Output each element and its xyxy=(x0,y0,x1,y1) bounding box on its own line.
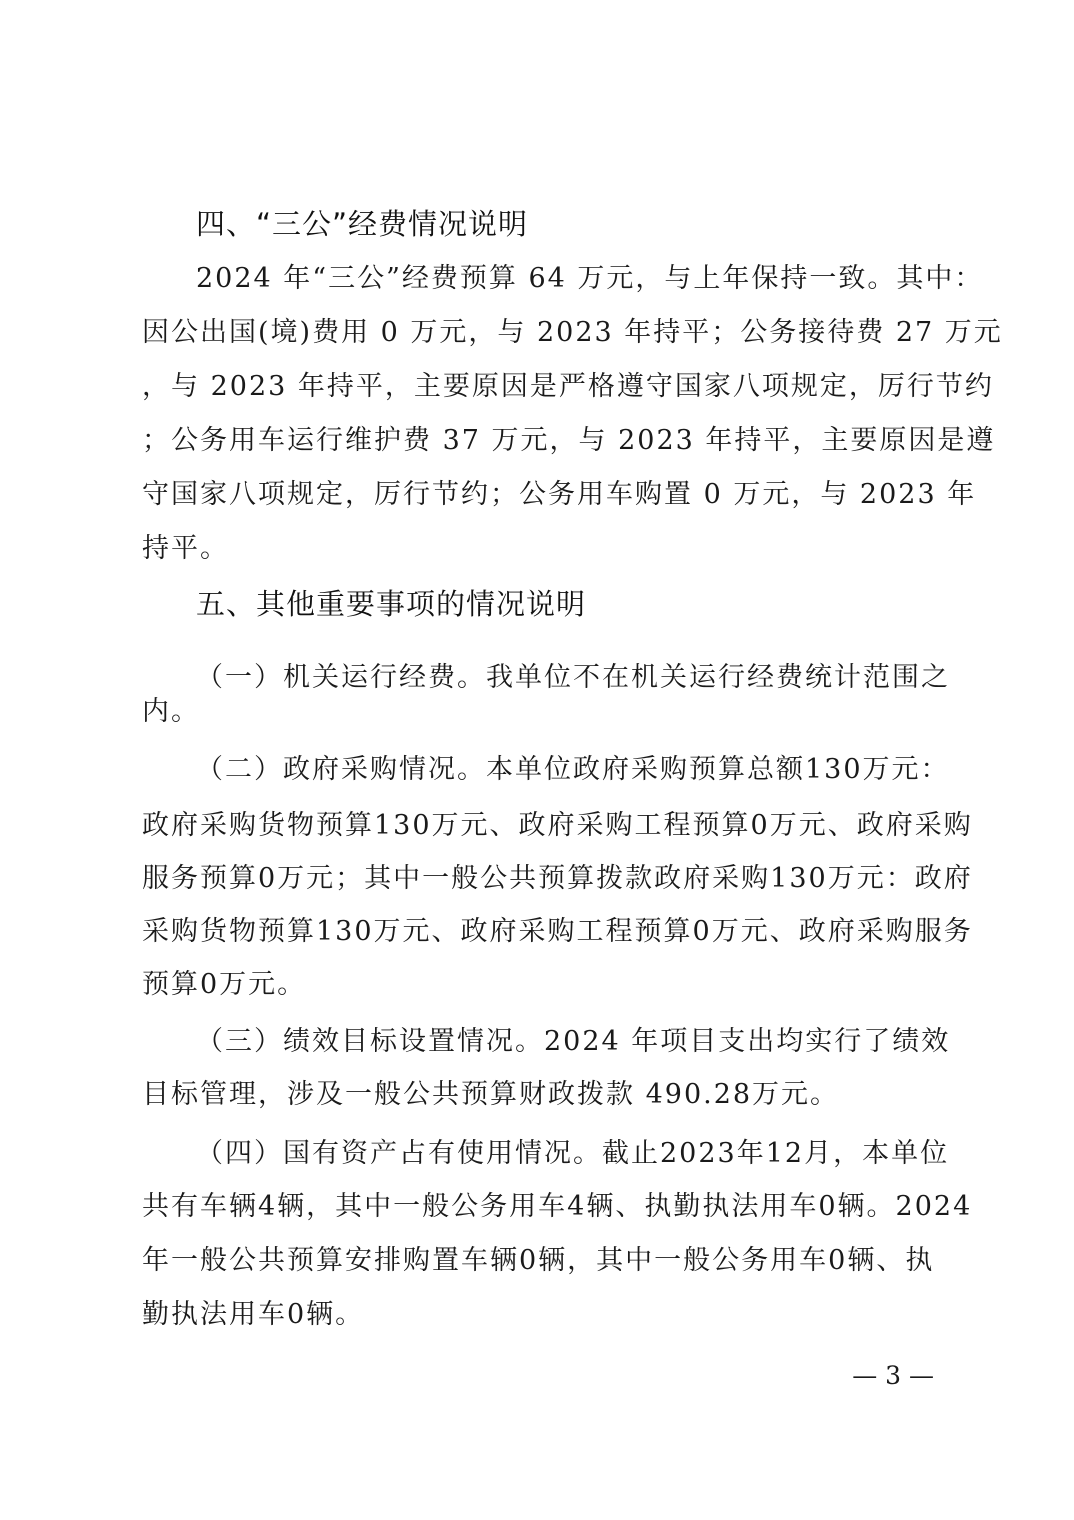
section-4-line-1: 2024 年“三公”经费预算 64 万元，与上年保持一致。其中： xyxy=(196,263,984,294)
item-4-line-3: 年一般公共预算安排购置车辆0辆，其中一般公务用车0辆、执 xyxy=(142,1245,935,1276)
item-2-line-5: 预算0万元。 xyxy=(142,969,307,1000)
section-5-heading: 五、其他重要事项的情况说明 xyxy=(196,587,587,621)
item-1-line-2: 内。 xyxy=(142,696,200,727)
item-2-line-1: （二）政府采购情况。本单位政府采购预算总额130万元： xyxy=(196,754,950,785)
item-4-line-1: （四）国有资产占有使用情况。截止2023年12月，本单位 xyxy=(196,1138,950,1169)
section-4-line-5: 守国家八项规定，厉行节约；公务用车购置 0 万元，与 2023 年 xyxy=(142,479,977,510)
section-4-line-2: 因公出国(境)费用 0 万元，与 2023 年持平；公务接待费 27 万元 xyxy=(142,317,1003,348)
item-3-line-1: （三）绩效目标设置情况。2024 年项目支出均实行了绩效 xyxy=(196,1026,951,1057)
item-3-line-2: 目标管理，涉及一般公共预算财政拨款 490.28万元。 xyxy=(142,1079,840,1110)
section-4-line-6: 持平。 xyxy=(142,533,229,564)
item-4-line-2: 共有车辆4辆，其中一般公务用车4辆、执勤执法用车0辆。2024 xyxy=(142,1191,973,1222)
section-4-line-3: ，与 2023 年持平，主要原因是严格遵守国家八项规定，厉行节约 xyxy=(142,371,994,402)
item-2-line-2: 政府采购货物预算130万元、政府采购工程预算0万元、政府采购 xyxy=(142,810,973,841)
item-1-line-1: （一）机关运行经费。我单位不在机关运行经费统计范围之 xyxy=(196,662,950,693)
item-2-line-4: 采购货物预算130万元、政府采购工程预算0万元、政府采购服务 xyxy=(142,916,973,947)
section-4-heading: 四、“三公”经费情况说明 xyxy=(196,207,529,241)
item-4-line-4: 勤执法用车0辆。 xyxy=(142,1299,365,1330)
item-2-line-3: 服务预算0万元；其中一般公共预算拨款政府采购130万元：政府 xyxy=(142,863,973,894)
section-4-line-4: ；公务用车运行维护费 37 万元，与 2023 年持平，主要原因是遵 xyxy=(142,425,996,456)
page-number: — 3 — xyxy=(852,1361,934,1390)
